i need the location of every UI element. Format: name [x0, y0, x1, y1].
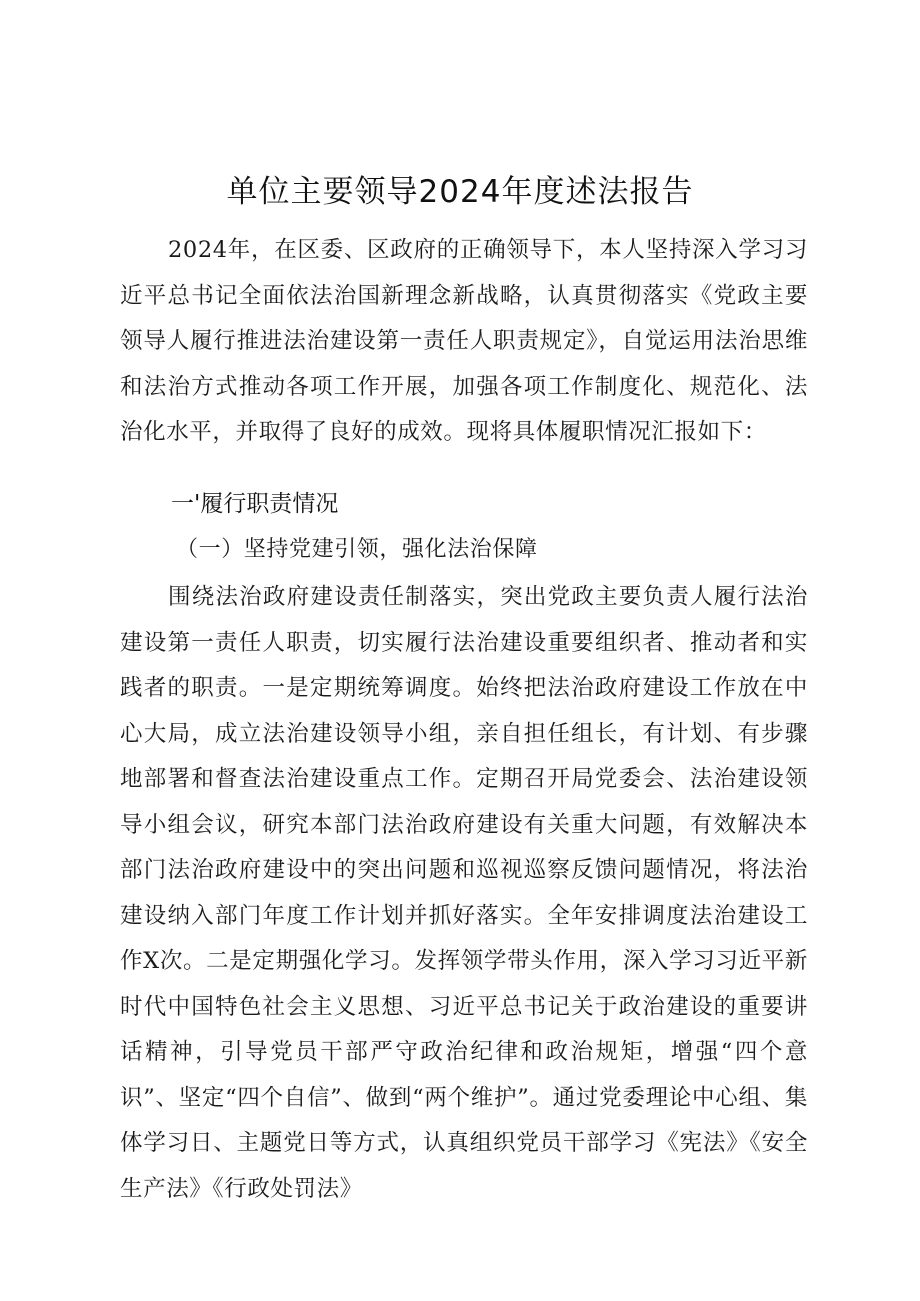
- body-paragraph: 围绕法治政府建设责任制落实，突出党政主要负责人履行法治建设第一责任人职责，切实履行法治建设重要组织者、推动者和实践者的职责。一是定期统筹调度。始终把法治政府建设工作放在中心大局，成立法治建设领导小组，亲自担任组长，有计划、有步骤地部署和督查法治建设重点工作。定期召开局党委会、法治建设领导小组会议，研究本部门法治政府建设有关重大问题，有效解决本部门法治政府建设中的突出问题和巡视巡察反馈问题情况，将法治建设纳入部门年度工作计划并抓好落实。全年安排调度法治建设工作X次。二是定期强化学习。发挥领学带头作用，深入学习习近平新时代中国特色社会主义思想、习近平总书记关于政治建设的重要讲话精神，引导党员干部严守政治纪律和政治规矩，增强“四个意识”、坚定“四个自信”、做到“两个维护”。通过党委理论中心组、集体学习日、主题党日等方式，认真组织党员干部学习《宪法》《安全生产法》《行政处罚法》: [120, 584, 808, 1202]
- subsection-heading: （一）坚持党建引领，强化法治保障: [176, 537, 538, 562]
- intro-paragraph: 2024年，在区委、区政府的正确领导下，本人坚持深入学习习近平总书记全面依法治国新理念新战略，认真贯彻落实《党政主要领导人履行推进法治建设第一责任人职责规定》，自觉运用法治思维和法治方式推动各项工作开展，加强各项工作制度化、规范化、法治化水平，并取得了良好的成效。现将具体履职情况汇报如下：: [120, 237, 808, 445]
- document-title: 单位主要领导2024年度述法报告: [226, 174, 694, 210]
- section-heading: 一'履行职责情况: [171, 491, 339, 517]
